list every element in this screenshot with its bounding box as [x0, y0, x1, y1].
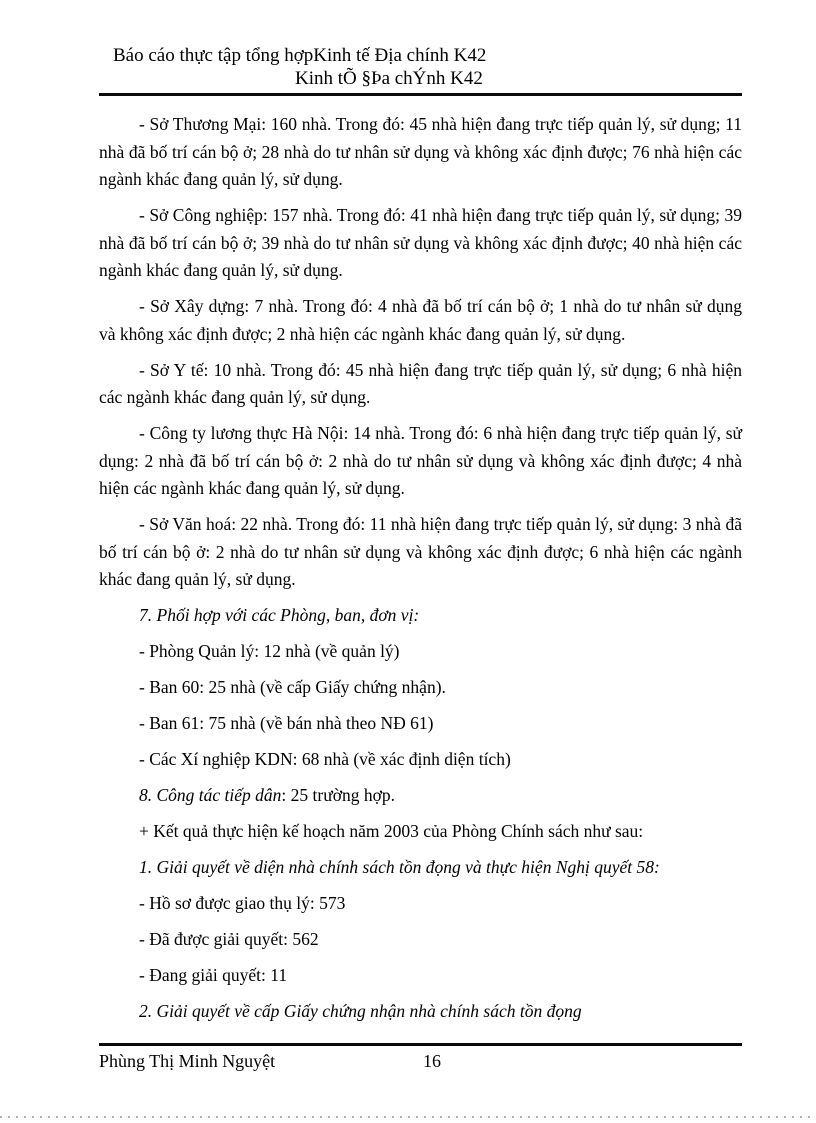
- paragraph-text: - Sở Công nghiệp: 157 nhà. Trong đó: 41 nhà hiện đang trực tiếp quản lý, sử dụng; 39 nhà đã bố trí cán bộ ở; 39 nhà do tư nhân sử dụng và không xác định được; 40 nhà hiện các ngành khác đang quản lý, sử dụng.: [99, 205, 742, 280]
- paragraph-italic-text: 8. Công tác tiếp dân: [139, 785, 282, 805]
- list-item-dang-giai-quyet: [99, 962, 742, 990]
- header-line-2: Kinh tÕ §Þa chÝnh K42: [295, 68, 483, 89]
- paragraph-so-cong-nghiep: [99, 202, 742, 285]
- page-header: [99, 0, 742, 96]
- paragraph-so-thuong-mai: [99, 111, 742, 194]
- paragraph-italic-text: 7. Phối hợp với các Phòng, ban, đơn vị:: [139, 605, 420, 625]
- paragraph-so-van-hoa: [99, 511, 742, 594]
- document-body: [99, 96, 742, 1026]
- paragraph-so-y-te: [99, 357, 742, 412]
- paragraph-text: - Sở Y tế: 10 nhà. Trong đó: 45 nhà hiện đang trực tiếp quản lý, sử dụng; 6 nhà hiện các ngành khác đang quản lý, sử dụng.: [99, 359, 742, 407]
- list-item-ban-61: [99, 710, 742, 738]
- page-break-dotted-line: [0, 1116, 816, 1118]
- paragraph-text: - Hồ sơ được giao thụ lý: 573: [139, 893, 346, 913]
- paragraph-text: - Sở Văn hoá: 22 nhà. Trong đó: 11 nhà hiện đang trực tiếp quản lý, sử dụng: 3 nhà đã bố trí cán bộ ở: 2 nhà do tư nhân sử dụng và không xác định được; 6 nhà hiện các ngành khác đang quản lý, sử dụng.: [99, 514, 742, 589]
- list-item-xi-nghiep-kdn: [99, 746, 742, 774]
- paragraph-cong-ty-luong-thuc: [99, 420, 742, 503]
- paragraph-text: - Sở Thương Mại: 160 nhà. Trong đó: 45 nhà hiện đang trực tiếp quản lý, sử dụng; 11 nhà đã bố trí cán bộ ở; 28 nhà do tư nhân sử dụng và không xác định được; 76 nhà hiện các ngành khác đang quản lý, sử dụng.: [99, 114, 742, 189]
- paragraph-so-xay-dung: [99, 293, 742, 348]
- section-heading-2: [99, 998, 742, 1026]
- paragraph-text: - Đang giải quyết: 11: [139, 965, 288, 985]
- paragraph-text: - Đã được giải quyết: 562: [139, 929, 319, 949]
- paragraph-text: : 25 trường hợp.: [281, 785, 395, 805]
- paragraph-text: - Sở Xây dựng: 7 nhà. Trong đó: 4 nhà đã bố trí cán bộ ở; 1 nhà do tư nhân sử dụng và không xác định được; 2 nhà hiện các ngành khác đang quản lý, sử dụng.: [99, 296, 742, 344]
- paragraph-ket-qua-2003: [99, 818, 742, 846]
- page-number: 16: [423, 1051, 441, 1071]
- footer-author: Phùng Thị Minh Nguyệt: [99, 1051, 276, 1071]
- section-heading-8: [99, 782, 742, 810]
- paragraph-italic-text: 2. Giải quyết về cấp Giấy chứng nhận nhà chính sách tồn đọng: [139, 1001, 582, 1021]
- list-item-da-giai-quyet: [99, 926, 742, 954]
- paragraph-text: + Kết quả thực hiện kế hoạch năm 2003 của Phòng Chính sách như sau:: [139, 821, 644, 841]
- page-content: [99, 0, 742, 1034]
- paragraph-text: - Các Xí nghiệp KDN: 68 nhà (về xác định diện tích): [139, 749, 511, 769]
- paragraph-text: - Ban 60: 25 nhà (về cấp Giấy chứng nhận).: [139, 677, 446, 697]
- paragraph-italic-text: 1. Giải quyết về diện nhà chính sách tồn đọng và thực hiện Nghị quyết 58:: [139, 857, 660, 877]
- paragraph-text: - Ban 61: 75 nhà (về bán nhà theo NĐ 61): [139, 713, 434, 733]
- page-footer: [99, 1040, 742, 1073]
- list-item-phong-quan-ly: [99, 638, 742, 666]
- list-item-ho-so-thu-ly: [99, 890, 742, 918]
- paragraph-text: - Công ty lương thực Hà Nội: 14 nhà. Trong đó: 6 nhà hiện đang trực tiếp quản lý, sử dụng: 2 nhà đã bố trí cán bộ ở: 2 nhà do tư nhân sử dụng và không xác định được; 4 nhà hiện các ngành khác đang quản lý, sử dụng.: [99, 423, 742, 498]
- header-line-1: Báo cáo thực tập tổng hợpKinh tế Địa chính K42: [113, 45, 487, 66]
- section-heading-7: [99, 602, 742, 630]
- section-heading-1: [99, 854, 742, 882]
- paragraph-text: - Phòng Quản lý: 12 nhà (về quản lý): [139, 641, 400, 661]
- list-item-ban-60: [99, 674, 742, 702]
